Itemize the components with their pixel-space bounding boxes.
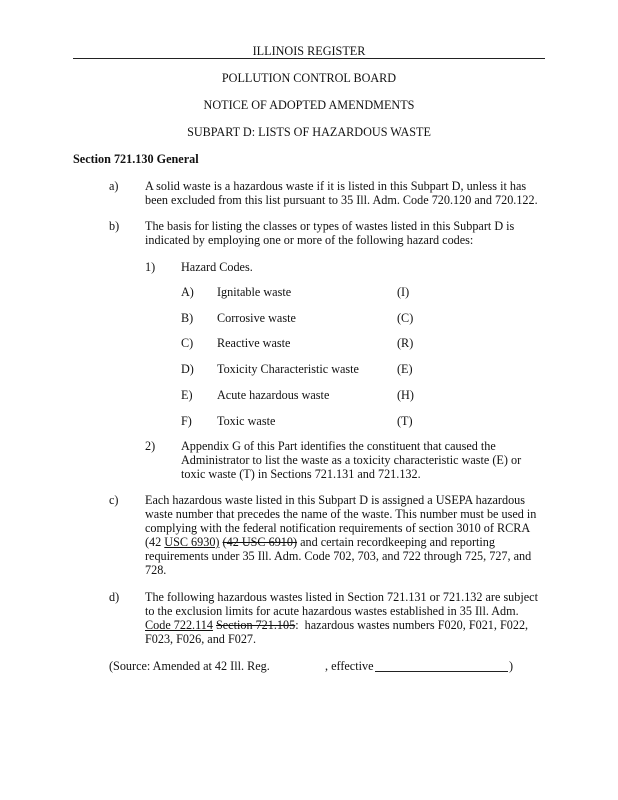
section-heading: Section 721.130 General	[73, 152, 199, 166]
sub-1-label: 1)	[145, 260, 156, 274]
para-a-line-2: been excluded from this list pursuant to 35 Ill. Adm. Code 720.120 and 720.122.	[145, 193, 538, 207]
para-c-line-4-prefix: (42	[145, 535, 165, 549]
sub-2-line-1: Appendix G of this Part identifies the constituent that caused the	[181, 439, 496, 453]
sub-1-text: Hazard Codes.	[181, 260, 253, 274]
code-label: C)	[181, 336, 194, 350]
para-d-line-3-suffix: : hazardous wastes numbers F020, F021, F022,	[295, 618, 529, 632]
code-value: (T)	[397, 414, 413, 428]
para-a-label: a)	[109, 179, 119, 193]
para-b-label: b)	[109, 219, 120, 233]
code-name: Toxicity Characteristic waste	[217, 362, 359, 376]
para-d-line-3	[145, 619, 528, 632]
para-c-line-1: Each hazardous waste listed in this Subpart D is assigned a USEPA hazardous	[145, 493, 526, 507]
para-c-line-2: waste number that precedes the name of the waste. This number must be used in	[145, 507, 537, 521]
code-label: D)	[181, 362, 194, 376]
code-value: (I)	[397, 285, 410, 299]
code-name: Reactive waste	[217, 336, 291, 350]
para-d-line-4: F023, F026, and F027.	[145, 632, 257, 646]
source-close: )	[509, 659, 514, 673]
para-d-line-1: The following hazardous wastes listed in Section 721.131 or 721.132 are subject	[145, 590, 538, 604]
inserted-text: USC 6930)	[164, 535, 220, 549]
code-value: (E)	[397, 362, 413, 376]
para-c-line-5: requirements under 35 Ill. Adm. Code 702, 703, and 722 through 725, 727, and	[145, 549, 532, 563]
code-label: B)	[181, 311, 194, 325]
code-value: (H)	[397, 388, 414, 402]
sub-2-line-2: Administrator to list the waste as a toxicity characteristic waste (E) or	[181, 453, 522, 467]
deleted-text: Section 721.105	[215, 618, 296, 632]
subpart-title: SUBPART D: LISTS OF HAZARDOUS WASTE	[187, 125, 431, 139]
source-prefix: (Source: Amended at 42 Ill. Reg.	[109, 659, 270, 673]
code-label: F)	[181, 414, 192, 428]
sub-2-label: 2)	[145, 439, 156, 453]
effective-date-blank	[375, 660, 508, 672]
code-value: (C)	[397, 311, 414, 325]
inserted-text: Code 722.114	[145, 618, 213, 632]
register-header: ILLINOIS REGISTER	[252, 44, 366, 58]
code-value: (R)	[397, 336, 414, 350]
code-name: Acute hazardous waste	[217, 388, 330, 402]
code-name: Corrosive waste	[217, 311, 296, 325]
code-label: E)	[181, 388, 193, 402]
para-b-line-2: indicated by employing one or more of the following hazard codes:	[145, 233, 474, 247]
para-d-label: d)	[109, 590, 120, 604]
para-d-line-2: to the exclusion limits for acute hazardous wastes established in 35 Ill. Adm.	[145, 604, 519, 618]
para-c-line-6: 728.	[145, 563, 167, 577]
code-label: A)	[181, 285, 194, 299]
para-c-line-4-suffix: and certain recordkeeping and reporting	[297, 535, 495, 549]
code-name: Toxic waste	[217, 414, 276, 428]
deleted-text: (42 USC 6910)	[222, 535, 298, 549]
para-a-line-1: A solid waste is a hazardous waste if it is listed in this Subpart D, unless it has	[145, 179, 527, 193]
header-rule	[73, 58, 545, 59]
para-c-label: c)	[109, 493, 119, 507]
para-c-line-4	[145, 536, 495, 549]
board-title: POLLUTION CONTROL BOARD	[221, 71, 397, 85]
para-b-line-1: The basis for listing the classes or types of wastes listed in this Subpart D is	[145, 219, 515, 233]
code-name: Ignitable waste	[217, 285, 292, 299]
notice-title: NOTICE OF ADOPTED AMENDMENTS	[203, 98, 415, 112]
sub-2-line-3: toxic waste (T) in Sections 721.131 and 721.132.	[181, 467, 421, 481]
source-effective: , effective	[325, 659, 374, 673]
para-c-line-3: complying with the federal notification requirements of section 3010 of RCRA	[145, 521, 531, 535]
